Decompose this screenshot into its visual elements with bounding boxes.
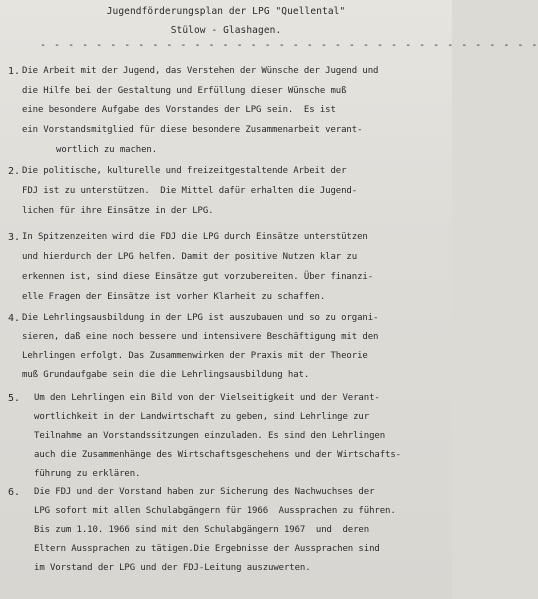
item-text-line: muß Grundaufgabe sein die die Lehrlingsausbildung hat. — [22, 370, 310, 380]
item-text-line: Die FDJ und der Vorstand haben zur Sicherung des Nachwuchses der — [34, 487, 375, 497]
item-text-line: lichen für ihre Einsätze in der LPG. — [22, 206, 214, 216]
item-text-line: im Vorstand der LPG und der FDJ-Leitung auszuwerten. — [34, 563, 311, 573]
item-number: 4. — [8, 313, 21, 324]
item-text-line: die Hilfe bei der Gestaltung und Erfüllung dieser Wünsche muß — [22, 86, 347, 96]
item-text-line: ein Vorstandsmitglied für diese besondere Zusammenarbeit verant- — [22, 125, 363, 135]
item-text-line: wortlichkeit in der Landwirtschaft zu geben, sind Lehrlinge zur — [34, 412, 370, 422]
item-text-line: erkennen ist, sind diese Einsätze gut vorzubereiten. Über finanzi- — [22, 272, 374, 282]
item-number: 1. — [8, 66, 21, 77]
item-text-line: wortlich zu machen. — [56, 145, 158, 155]
item-text-line: eine besondere Aufgabe des Vorstandes der LPG sein. Es ist — [22, 105, 336, 115]
item-text-line: auch die Zusammenhänge des Wirtschaftsgeschehens und der Wirtschafts- — [34, 450, 401, 460]
item-number: 6. — [8, 487, 21, 498]
item-text-line: Die politische, kulturelle und freizeitgestaltende Arbeit der — [22, 166, 347, 176]
item-text-line: Bis zum 1.10. 1966 sind mit den Schulabgängern 1967 und deren — [34, 525, 370, 535]
item-text-line: Die Lehrlingsausbildung in der LPG ist auszubauen und so zu organi- — [22, 313, 379, 323]
item-text-line: LPG sofort mit allen Schulabgängern für 1966 Aussprachen zu führen. — [34, 506, 396, 516]
item-text-line: und hierdurch der LPG helfen. Damit der positive Nutzen klar zu — [22, 252, 358, 262]
item-text-line: Um den Lehrlingen ein Bild von der Vielseitigkeit und der Verant- — [34, 393, 380, 403]
item-text-line: FDJ ist zu unterstützen. Die Mittel dafür erhalten die Jugend- — [22, 186, 358, 196]
item-text-line: sieren, daß eine noch bessere und intensivere Beschäftigung mit den — [22, 332, 379, 342]
item-text-line: Eltern Aussprachen zu tätigen.Die Ergebnisse der Aussprachen sind — [34, 544, 380, 554]
document-title: Jugendförderungsplan der LPG "Quellental" — [106, 6, 346, 17]
item-text-line: Teilnahme an Vorstandssitzungen einzuladen. Es sind den Lehrlingen — [34, 431, 386, 441]
header-divider: - - - - - - - - - - - - - - - - - - - - - - - - - - - - - - - - - - - - — [40, 40, 538, 51]
item-text-line: In Spitzenzeiten wird die FDJ die LPG durch Einsätze unterstützen — [22, 232, 368, 242]
item-number: 5. — [8, 393, 21, 404]
item-text-line: Lehrlingen erfolgt. Das Zusammenwirken der Praxis mit der Theorie — [22, 351, 368, 361]
item-number: 3. — [8, 232, 21, 243]
item-number: 2. — [8, 166, 21, 177]
item-text-line: elle Fragen der Einsätze ist vorher Klarheit zu schaffen. — [22, 292, 326, 302]
item-text-line: Die Arbeit mit der Jugend, das Verstehen der Wünsche der Jugend und — [22, 66, 379, 76]
document-subtitle: Stülow - Glashagen. — [170, 25, 282, 36]
item-text-line: führung zu erklären. — [34, 469, 141, 479]
